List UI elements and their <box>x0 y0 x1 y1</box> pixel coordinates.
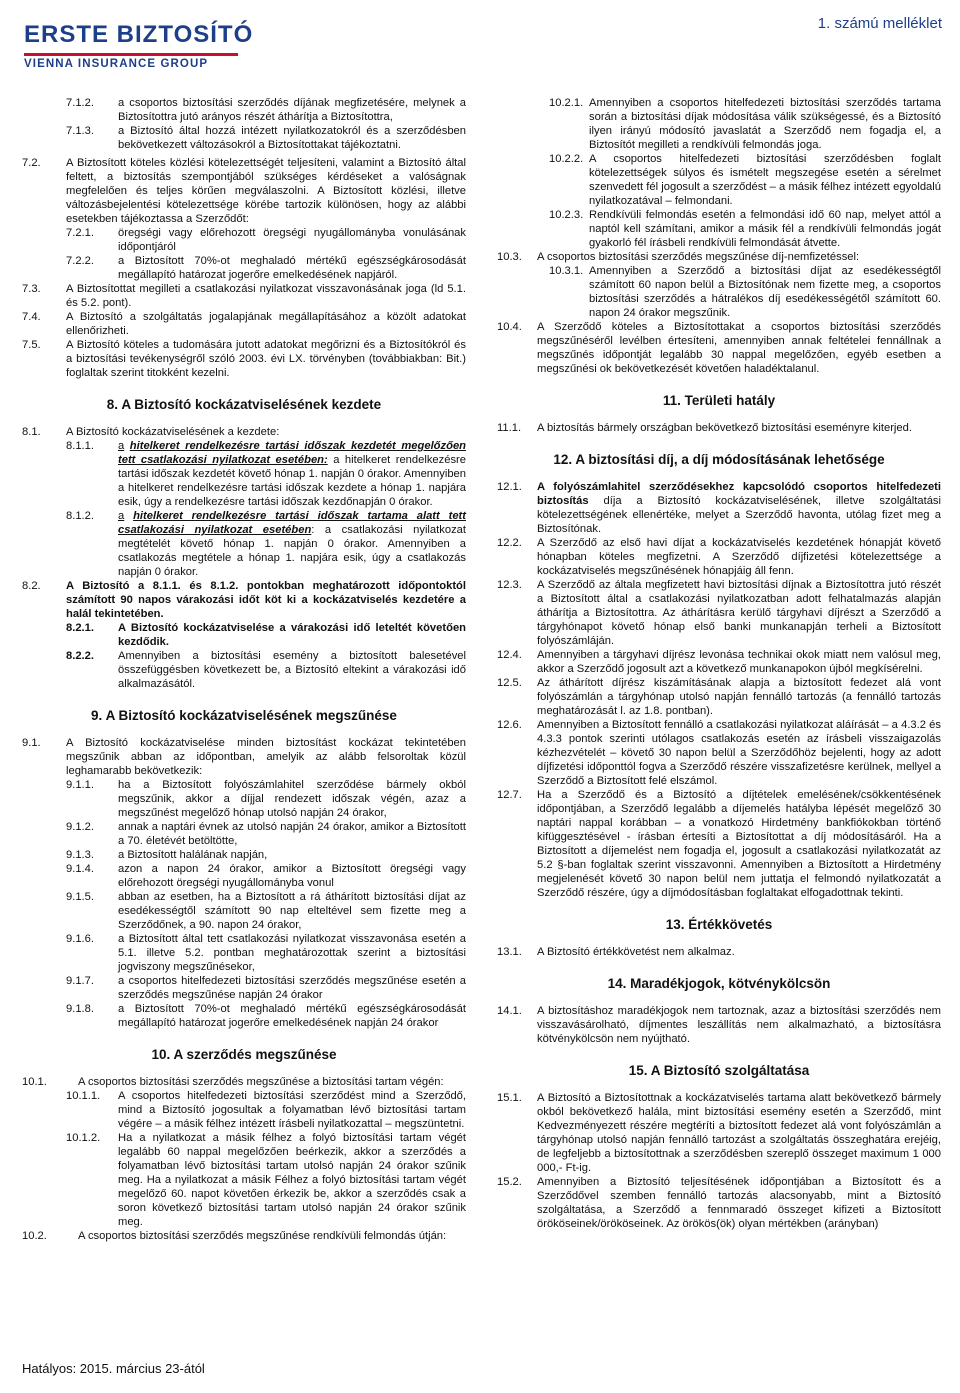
clause-7-5: 7.5. A Biztosító köteles a tudomására jutott adatokat megőrizni és a Biztosítókról és a biztosítási tevékenységről szóló 2003. évi LX. törvényben (továbbiakban: Bit.) foglaltak szerint titokként kezelni. <box>22 339 466 379</box>
clause-7-2: 7.2. A Biztosított köteles közlési kötelezettségét teljesíteni, valamint a Biztosító által feltett, a biztosítás szempontjából szükséges kérdéseket a valóságnak megfelelően és teljes körűen megválaszolni. A Biztosított közlési, illetve változásbejelentési kötelezettsége körébe tartozik különösen, hogy az alábbi esetekben tájékoztassa a Szerződőt: <box>22 157 466 225</box>
clause-15-1: 15.1. A Biztosító a Biztosítottnak a kockázatviselés tartama alatt bekövetkező bármely okból bekövetkező halála, mint biztosítási esemény esetén a Szerződő, mint Kedvezményezett részére megtéríti a biztosított fedezet alá vont folyószámlán a tárgyhónap utolsó napján fennálló tartozást a szolgáltatás összeghatára erejéig, de legfeljebb a biztosítottnak a szerződésben szereplő összeget maximum 1 000 000,- Ft-ig. <box>497 1092 941 1174</box>
clause-12-1: 12.1. A folyószámlahitel szerződésekhez kapcsolódó csoportos hitelfedezeti biztosítás díja a Biztosító kockázatviselésének, illetve szolgáltatási kötelezettségének ellenértéke, melyet a Szerződő havonta, utólag fizet meg a Biztosítónak. <box>497 481 941 535</box>
clause-9-1-1: 9.1.1. ha a Biztosított folyószámlahitel szerződése bármely okból megszűnik, akkor a díjjal rendezett időszak végén, azaz a megszűnést megelőző hónap utolsó napján 24 órakor, <box>66 779 466 819</box>
clause-13-1: 13.1. A Biztosító értékkövetést nem alkalmaz. <box>497 946 735 958</box>
section-10-heading: 10. A szerződés megszűnése <box>151 1047 337 1062</box>
clause-9-1-5: 9.1.5. abban az esetben, ha a Biztosított a rá áthárított biztosítási díjat az esedékességtől számított 90 nap elteltével sem fizette meg a Szerződőnek, a 90. napon 24 órakor, <box>66 891 466 931</box>
clause-7-2-2: 7.2.2. a Biztosított 70%-ot meghaladó mértékű egészségkárosodását megállapító határozat jogerőre emelkedésének napjáról. <box>66 255 466 281</box>
logo-rule <box>24 53 238 56</box>
clause-7-2-1: 7.2.1. öregségi vagy előrehozott öregségi nyugállományba vonulásának időpontjáról <box>66 227 466 253</box>
section-14-heading: 14. Maradékjogok, kötvénykölcsön <box>607 976 831 991</box>
logo-brand: ERSTE BIZTOSÍTÓ <box>24 21 254 48</box>
section-8-heading: 8. A Biztosító kockázatviselésének kezdete <box>106 397 382 412</box>
clause-12-3: 12.3. A Szerződő az általa megfizetett havi biztosítási díjnak a Biztosítottra jutó részét a Biztosított által a csatlakozási nyilatkozatban adott felhatalmazás alapján áthárítja a Biztosítottra. Az áthárításra kerülő tárgyhavi díjrészt a Szerződő a tárgyhónapot követő hónap első banki munkanapján terheli a Biztosított folyószámláján. <box>497 579 941 647</box>
clause-12-2: 12.2. A Szerződő az első havi díjat a kockázatviselés kezdetének hónapját követő hónapban köteles megfizetni. A Szerződő díjfizetési kötelezettsége a kockázatviselés megszűnésének hónapjáig áll fenn. <box>497 537 941 577</box>
section-9-heading: 9. A Biztosító kockázatviselésének megszűnése <box>91 708 397 723</box>
clause-9-1-2: 9.1.2. annak a naptári évnek az utolsó napján 24 órakor, amikor a Biztosított a 70. életévét betöltötte, <box>66 821 466 847</box>
clause-10-4: 10.4. A Szerződő köteles a Biztosítottakat a csoportos biztosítási szerződés megszűnéséről levélben értesíteni, amennyiben annak feltételei fennállnak a megszűnés időpontját legalább 30 nappal megelőzően, egyéb esetben a megszűnési ok bekövetkezését követően haladéktalanul. <box>497 321 941 375</box>
clause-8-2-1: 8.2.1. A Biztosító kockázatviselése a várakozási idő leteltét követően kezdődik. <box>66 622 466 648</box>
clause-8-1: 8.1. A Biztosító kockázatviselésének a kezdete: <box>22 426 280 438</box>
clause-9-1: 9.1. A Biztosító kockázatviselése minden biztosítást kockázat tekintetében megszűnik abban az időpontban, amelyik az alább felsoroltak közül leghamarabb bekövetkezik: <box>22 737 466 777</box>
clause-11-1: 11.1. A biztosítás bármely országban bekövetkező biztosítási eseményre kiterjed. <box>497 422 912 434</box>
clause-9-1-4: 9.1.4. azon a napon 24 órakor, amikor a Biztosított öregségi vagy előrehozott öregségi nyugállományba vonul <box>66 863 466 889</box>
clause-10-2-3: 10.2.3. Rendkívüli felmondás esetén a felmondási idő 60 nap, melyet attól a naptól kell számítani, amikor a másik fél a rendkívüli felmondás jogát gyakorló fél írásbeli rendkívüli felmondását átvette. <box>549 209 941 249</box>
clause-10-1-1: 10.1.1. A csoportos hitelfedezeti biztosítási szerződést mind a Szerződő, mind a Biztosító jogosultak a folyamatban lévő biztosítási tartam végére – a másik félhez intézett írásbeli nyilatkozattal – megszüntetni. <box>66 1090 466 1130</box>
left-column <box>22 96 466 1243</box>
clause-8-2: 8.2. A Biztosító a 8.1.1. és 8.1.2. pontokban meghatározott időpontoktól számított 90 napos várakozási időt köt ki a kockázatviselés kezdetére a halál tekintetében. <box>22 580 466 620</box>
clause-14-1: 14.1. A biztosításhoz maradékjogok nem tartoznak, azaz a biztosítási szerződés nem visszavásárolható, díjmentes leszállítás nem alkalmazható, a biztosításra kötvénykölcsön nem nyújtható. <box>497 1005 941 1045</box>
clause-8-1-1: 8.1.1. a hitelkeret rendelkezésre tartási időszak kezdetét megelőzően tett csatlakozási nyilatkozat esetében: a hitelkeret rendelkezésre tartási időszak kezdetét követő hónap 1. napján 0 órakor. Amennyiben a hitelkeret rendelkezésre tartási időszak kezdete a hónap 1. napjára esik, úgy a rendelkezésre tartási időszak kezdőnapján 0 órakor. <box>66 440 467 508</box>
clause-12-7: 12.7. Ha a Szerződő és a Biztosító a díjtételek emelésének/csökkentésének időpontjában, a Szerződő legalább a díjemelés hatályba lépését megelőző 30 naptári nappal korábban – a vonatkozó Hirdetmény bankfiókokban történő kifüggesztésével - írásban értesíti a Biztosítottat a díj módosításáról. Ha a Biztosított a díjemelést nem fogadja el, jogosult a csatlakozási nyilatkozatát az 5.2 §-ban foglaltak szerint visszavonni. Amennyiben a Biztosított a Hirdetmény megjelenését követő 30 napon belül nem juttatja el felmondó nyilatkozatát a Szerződő részére, úgy a díjmódosításban foglaltakat elfogadottnak tekinti. <box>497 789 941 899</box>
logo-subtitle: VIENNA INSURANCE GROUP <box>24 58 209 70</box>
clause-8-2-2: 8.2.2. Amennyiben a biztosítási esemény a biztosított balesetével összefüggésben következett be, a Biztosító eltekint a várakozási idő alkalmazásától. <box>66 650 466 690</box>
section-13-heading: 13. Értékkövetés <box>665 917 773 932</box>
clause-7-1-2: 7.1.2. a csoportos biztosítási szerződés díjának megfizetésére, melynek a Biztosítottra jutó arányos részét áthárítja a Biztosítottra, <box>66 97 466 123</box>
clause-9-1-3: 9.1.3. a Biztosított halálának napján, <box>66 849 268 861</box>
clause-12-6: 12.6. Amennyiben a Biztosított fennálló a csatlakozási nyilatkozat aláírását – a 4.3.2 és 4.3.3 pontok szerinti utólagos csatlakozás esetén az írásbeli visszaigazolás kézhezvételét – követő 30 napon belül a Szerződőhöz bejelenti, hogy az adott díjfizetési időponttól fogva a Szerződő részére visszafizetésre kerülnek, mellyel a Szerződő a Biztosított felé elszámol. <box>497 719 941 787</box>
clause-10-2: 10.2. A csoportos biztosítási szerződés megszűnése rendkívüli felmondás útján: <box>22 1230 447 1242</box>
effective-date: Hatályos: 2015. március 23-ától <box>22 1361 205 1376</box>
clause-10-2-1: 10.2.1. Amennyiben a csoportos hitelfedezeti biztosítási szerződés tartama során a biztosítási díjak módosítása válik szükségessé, és a Biztosító ilyen irányú módosító javaslatát a Szerződő nem fogadja el, a Biztosítót megilleti a rendkívüli felmondás joga. <box>549 97 941 151</box>
clause-10-2-2: 10.2.2. A csoportos hitelfedezeti biztosítási szerződésben foglalt kötelezettségek súlyos és ismételt megszegése esetén a sérelmet szenvedett fél jogosult a szerződést – a másik félhez intézett egyoldalú nyilatkozatával – felmondani. <box>549 153 941 207</box>
annex-label: 1. számú melléklet <box>817 15 942 32</box>
right-column <box>497 96 941 1231</box>
company-logo <box>24 21 254 70</box>
clause-8-1-2: 8.1.2. a hitelkeret rendelkezésre tartási időszak tartama alatt tett csatlakozási nyilatkozat esetében: a csatlakozási nyilatkozat megtételét követő hónap 1. napján 0 órakor. Amennyiben a csatlakozás megtétele a hónap 1. napjára esik, úgy a csatlakozás napján 0 órakor. <box>66 510 466 578</box>
clause-7-1-3: 7.1.3. a Biztosító által hozzá intézett nyilatkozatokról és a szerződésben bekövetkezett változásokról a Biztosítottakat tájékoztatni. <box>66 125 466 151</box>
clause-12-5: 12.5. Az áthárított díjrész kiszámításának alapja a biztosított fedezet alá vont folyószámlán a tárgyhónap utolsó napján fennálló tartozás (a fennálló tartozás meghatározását l. az 1.8. pontban). <box>497 677 941 717</box>
clause-7-4: 7.4. A Biztosító a szolgáltatás jogalapjának megállapításához a közölt adatokat ellenőrizheti. <box>22 311 466 337</box>
section-15-heading: 15. A Biztosító szolgáltatása <box>628 1063 810 1078</box>
clause-10-1-2: 10.1.2. Ha a nyilatkozat a másik félhez a folyó biztosítási tartam végét legalább 60 nappal megelőzően beérkezik, akkor a szerződés a folyamatban lévő biztosítási tartam utolsó napján 24 órakor szűnik meg. Ha a nyilatkozat a másik Félhez a folyó biztosítási tartam végét megelőző 60. napot követően érkezik be, akkor a szerződés csak a soron következő biztosítási tartam utolsó napján 24 órakor szűnik meg. <box>66 1132 466 1228</box>
clause-7-3: 7.3. A Biztosítottat megilleti a csatlakozási nyilatkozat visszavonásának joga (ld 5.1. és 5.2. pont). <box>22 283 466 309</box>
clause-10-1: 10.1. A csoportos biztosítási szerződés megszűnése a biztosítási tartam végén: <box>22 1076 444 1088</box>
clause-15-2: 15.2. Amennyiben a Biztosító teljesítésének időpontjában a Biztosított és a Szerződővel szemben fennálló tartozás alacsonyabb, mint a Biztosító szolgáltatása, a Szerződő a fennmaradó összeget kifizeti a Biztosított örököseinek/örököseinek. Az örökös(ök) olyan mértékben (arányban) <box>497 1176 941 1230</box>
clause-10-3-1: 10.3.1. Amennyiben a Szerződő a biztosítási díjat az esedékességtől számított 60 napon belül a Biztosítónak nem fizette meg, a csoportos biztosítási szerződés a hátralékos díj esedékességétől számított 60. napon 24 órakor megszűnik. <box>549 265 941 319</box>
clause-10-3: 10.3. A csoportos biztosítási szerződés megszűnése díj-nemfizetéssel: <box>497 251 860 263</box>
clause-12-4: 12.4. Amennyiben a tárgyhavi díjrész levonása technikai okok miatt nem valósul meg, akkor a Szerződő jogosult azt a következő munkanapokon újból megkísérelni. <box>497 649 941 675</box>
clause-9-1-7: 9.1.7. a csoportos hitelfedezeti biztosítási szerződés megszűnése esetén a szerződés megszűnése napján 24 órakor <box>66 975 466 1001</box>
section-12-heading: 12. A biztosítási díj, a díj módosításának lehetősége <box>553 452 885 467</box>
section-11-heading: 11. Területi hatály <box>662 393 776 408</box>
clause-9-1-6: 9.1.6. a Biztosított által tett csatlakozási nyilatkozat visszavonása esetén a 5.1. illetve 5.2. pontban meghatározottak szerint a biztosítási jogviszony megszűnésekor, <box>66 933 466 973</box>
clause-9-1-8: 9.1.8. a Biztosított 70%-ot meghaladó mértékű egészségkárosodását megállapító határozat jogerőre emelkedésének napján 24 órakor <box>66 1003 466 1029</box>
